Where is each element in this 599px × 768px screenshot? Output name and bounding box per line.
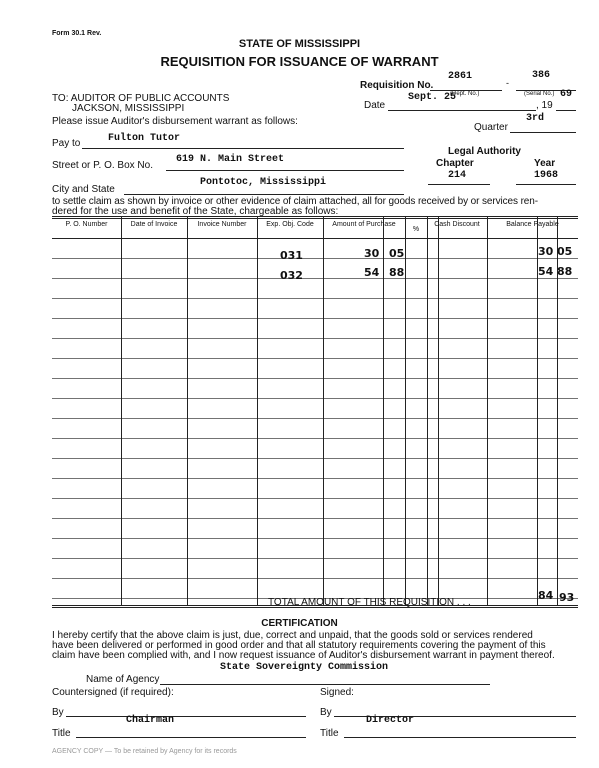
serial-no-caption: (Serial No.) bbox=[524, 91, 555, 97]
certification-heading: CERTIFICATION bbox=[261, 618, 338, 629]
date-year-prefix: , 19 bbox=[536, 100, 553, 111]
agency-line bbox=[160, 684, 490, 685]
quarter-line bbox=[510, 132, 576, 133]
signed-label: Signed: bbox=[320, 687, 354, 698]
col-exp-obj-code: Exp. Obj. Code bbox=[266, 221, 314, 228]
authority-year-value[interactable]: 1968 bbox=[534, 170, 559, 181]
row1-amount-cents[interactable]: 05 bbox=[389, 247, 405, 260]
col-amount-of-purchase: Amount of Purchase bbox=[332, 221, 396, 228]
form-number: Form 30.1 Rev. bbox=[52, 30, 102, 37]
countersigned-label: Countersigned (if required): bbox=[52, 687, 174, 698]
right-title-label: Title bbox=[320, 728, 339, 739]
settle-text-line2: dered for the use and benefit of the State, chargeable as follows: bbox=[52, 206, 339, 217]
authority-year-line bbox=[516, 184, 576, 185]
dept-no-value[interactable]: 2861 bbox=[448, 71, 473, 82]
row1-balance-cents[interactable]: 05 bbox=[557, 245, 573, 258]
city-value[interactable]: Pontotoc, Mississippi bbox=[200, 177, 327, 188]
settle-text-line1: to settle claim as shown by invoice or other evidence of claim attached, all for goods received by or services ren- bbox=[52, 196, 538, 207]
city-label: City and State bbox=[52, 184, 115, 195]
street-line bbox=[166, 170, 404, 171]
pay-to-value[interactable]: Fulton Tutor bbox=[108, 133, 181, 144]
certification-line2: have been delivered or performed in good order and that all statutory requirements covering the payment of this bbox=[52, 640, 546, 651]
quarter-value[interactable]: 3rd bbox=[526, 113, 545, 124]
row2-amount-cents[interactable]: 88 bbox=[389, 266, 405, 279]
footer-note: AGENCY COPY — To be retained by Agency for its records bbox=[52, 748, 237, 755]
total-cents[interactable]: 93 bbox=[559, 591, 575, 604]
date-label: Date bbox=[364, 100, 386, 111]
col-po-number: P. O. Number bbox=[65, 221, 108, 228]
certification-line1: I hereby certify that the above claim is just, due, correct and unpaid, that the goods sold or services rendered bbox=[52, 630, 533, 641]
serial-no-value[interactable]: 386 bbox=[532, 70, 551, 81]
row2-balance-dollars[interactable]: 54 bbox=[538, 265, 554, 278]
chapter-label: Chapter bbox=[436, 158, 474, 169]
col-date-of-invoice: Date of Invoice bbox=[130, 221, 178, 228]
row1-amount-dollars[interactable]: 30 bbox=[364, 247, 380, 260]
authority-year-label: Year bbox=[534, 158, 556, 169]
pay-to-line bbox=[82, 148, 404, 149]
col-invoice-number: Invoice Number bbox=[197, 221, 247, 228]
addressee-line2: JACKSON, MISSISSIPPI bbox=[72, 103, 185, 114]
left-by-label: By bbox=[52, 707, 64, 718]
left-by-line[interactable] bbox=[66, 716, 306, 717]
col-cash-discount: Cash Discount bbox=[434, 221, 480, 228]
legal-authority-label: Legal Authority bbox=[448, 146, 521, 157]
state-heading: STATE OF MISSISSIPPI bbox=[238, 38, 361, 50]
requisition-label: Requisition No. bbox=[360, 80, 434, 91]
agency-label: Name of Agency bbox=[86, 674, 160, 685]
left-title-value[interactable]: Chairman bbox=[126, 715, 175, 726]
col-percent: % bbox=[412, 226, 420, 233]
chapter-line bbox=[428, 184, 490, 185]
col-balance-payable: Balance Payable bbox=[506, 221, 559, 228]
row2-exp-code[interactable]: 032 bbox=[280, 269, 303, 282]
row2-balance-cents[interactable]: 88 bbox=[557, 265, 573, 278]
dept-no-caption: (Dept. No.) bbox=[450, 91, 480, 97]
requisition-dash: - bbox=[506, 78, 509, 88]
city-line bbox=[124, 194, 404, 195]
addressee-line1: TO: AUDITOR OF PUBLIC ACCOUNTS bbox=[52, 93, 230, 104]
date-year-value[interactable]: 69 bbox=[560, 89, 573, 100]
quarter-label: Quarter bbox=[474, 122, 508, 133]
form-title: REQUISITION FOR ISSUANCE OF WARRANT bbox=[160, 54, 439, 69]
right-by-label: By bbox=[320, 707, 332, 718]
left-title-label: Title bbox=[52, 728, 71, 739]
left-title-line bbox=[76, 737, 306, 738]
right-title-value[interactable]: Director bbox=[366, 715, 415, 726]
total-label: TOTAL AMOUNT OF THIS REQUISITION . . . bbox=[268, 597, 471, 608]
street-value[interactable]: 619 N. Main Street bbox=[176, 154, 285, 165]
total-dollars[interactable]: 84 bbox=[538, 589, 554, 602]
year-line bbox=[556, 110, 576, 111]
right-title-line bbox=[344, 737, 576, 738]
date-value[interactable]: Sept. 25 bbox=[408, 92, 457, 103]
certification-line3: claim have been complied with, and I now request issuance of Auditor's disbursement warrant in payment thereof. bbox=[52, 650, 555, 661]
instruction-text: Please issue Auditor's disbursement warrant as follows: bbox=[52, 116, 298, 127]
pay-to-label: Pay to bbox=[52, 138, 81, 149]
date-line bbox=[388, 110, 536, 111]
street-label: Street or P. O. Box No. bbox=[52, 160, 153, 171]
claim-table-grid bbox=[52, 216, 578, 608]
agency-value[interactable]: State Sovereignty Commission bbox=[220, 662, 389, 673]
row1-exp-code[interactable]: 031 bbox=[280, 249, 303, 262]
row2-amount-dollars[interactable]: 54 bbox=[364, 266, 380, 279]
row1-balance-dollars[interactable]: 30 bbox=[538, 245, 554, 258]
chapter-value[interactable]: 214 bbox=[448, 170, 467, 181]
